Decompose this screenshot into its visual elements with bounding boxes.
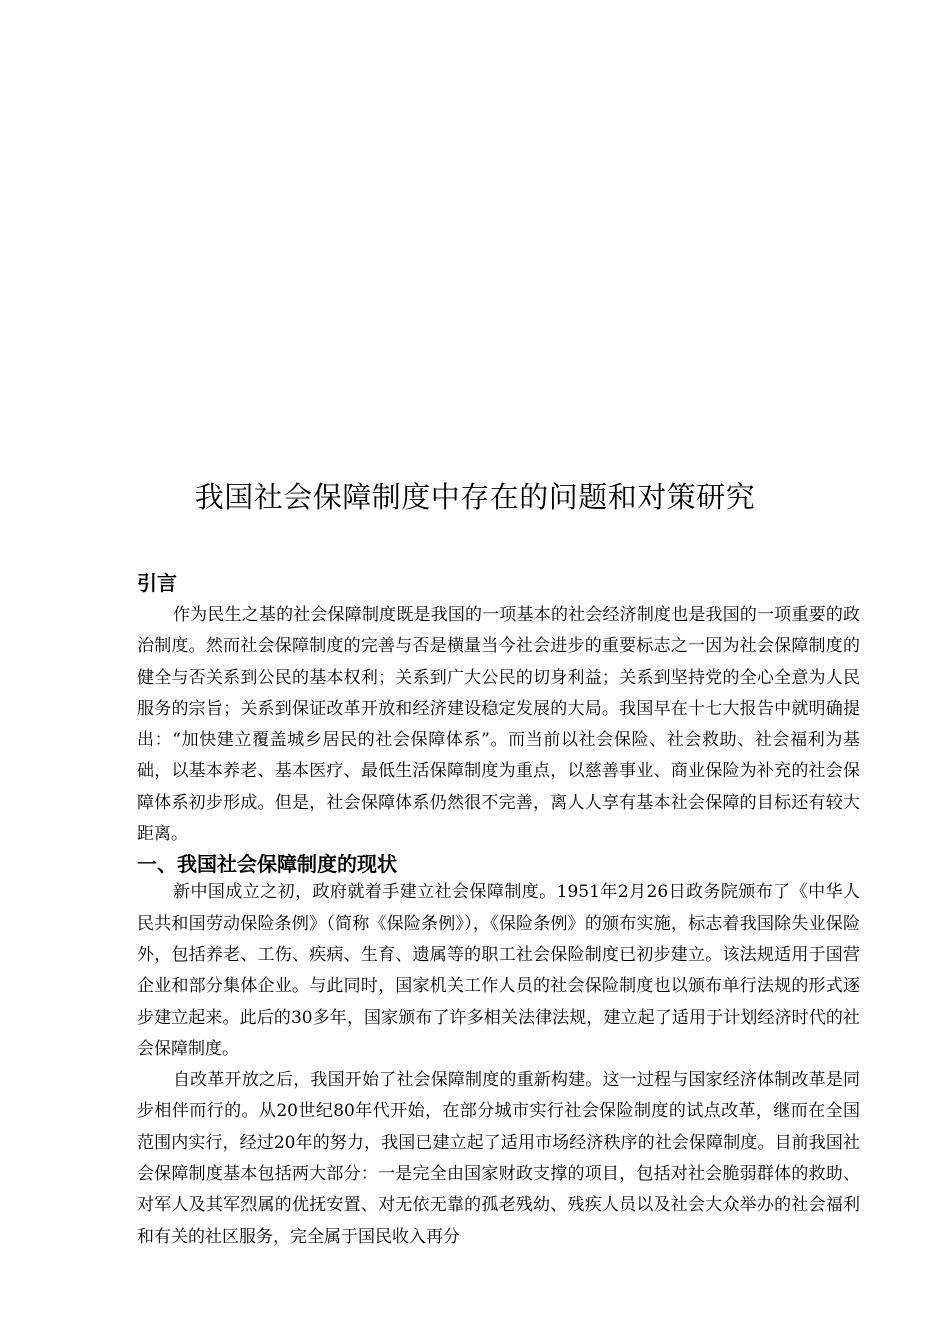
document-title: 我国社会保障制度中存在的问题和对策研究 [194,480,756,514]
current-status-paragraph-2: 自改革开放之后，我国开始了社会保障制度的重新构建。这一过程与国家经济体制改革是同步相伴而行的。从20世纪80年代开始，在部分城市实行社会保险制度的试点改革，继而在全国范围内实行，经过20年的努力，我国已建立起了适用市场经济秩序的社会保障制度。目前我国社会保障制度基本包括两大部分：一是完全由国家财政支撑的项目，包括对社会脆弱群体的救助、对军人及其军烈属的优抚安置、对无依无靠的孤老残幼、残疾人员以及社会大众举办的社会福利和有关的社区服务，完全属于国民收入再分 [137,1070,860,1247]
section-heading-current-status: 一、我国社会保障制度的现状 [137,852,397,877]
section-heading-introduction: 引言 [137,571,177,595]
introduction-paragraph: 作为民生之基的社会保障制度既是我国的一项基本的社会经济制度也是我国的一项重要的政治制度。然而社会保障制度的完善与否是横量当今社会进步的重要标志之一因为社会保障制度的健全与否关系到公民的基本权利；关系到广大公民的切身利益；关系到坚持党的全心全意为人民服务的宗旨；关系到保证改革开放和经济建设稳定发展的大局。我国早在十七大报告中就明确提出：“加快建立覆盖城乡居民的社会保障体系”。而当前以社会保险、社会救助、社会福利为基础，以基本养老、基本医疗、最低生活保障制度为重点，以慈善事业、商业保险为补充的社会保障体系初步形成。但是，社会保障体系仍然很不完善，离人人享有基本社会保障的目标还有较大距离。 [137,605,860,845]
current-status-paragraph-1: 新中国成立之初，政府就着手建立社会保障制度。1951年2月26日政务院颁布了《中华人民共和国劳动保险条例》（简称《保险条例》），《保险条例》的颁布实施，标志着我国除失业保险外，包括养老、工伤、疾病、生育、遗属等的职工社会保险制度已初步建立。该法规适用于国营企业和部分集体企业。与此同时，国家机关工作人员的社会保险制度也以颁布单行法规的形式逐步建立起来。此后的30多年，国家颁布了许多相关法律法规，建立起了适用于计划经济时代的社会保障制度。 [137,882,860,1059]
document-body [137,566,860,1253]
